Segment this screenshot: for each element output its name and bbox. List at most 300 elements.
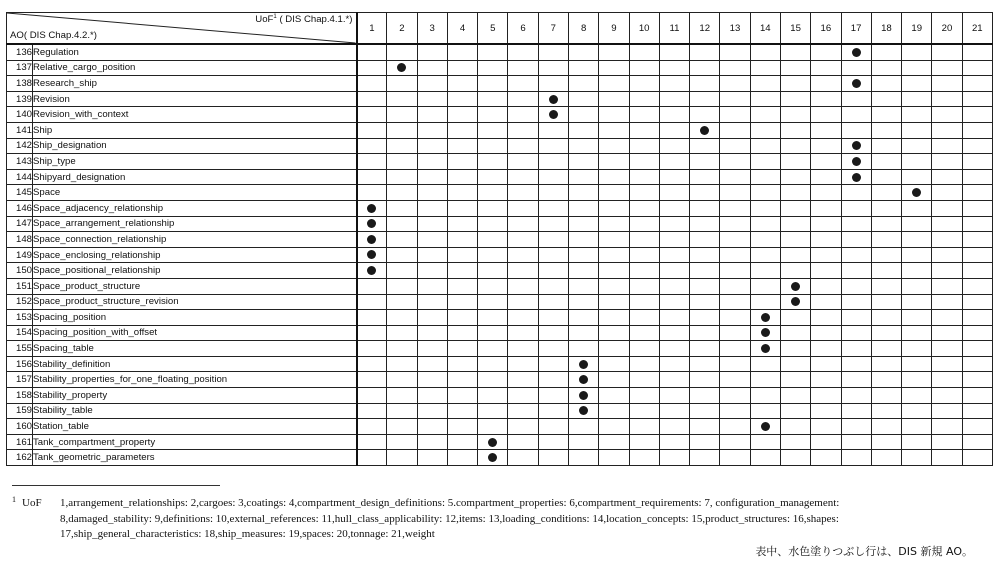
matrix-cell bbox=[811, 91, 841, 107]
matrix-cell bbox=[538, 185, 568, 201]
ao-name: Ship_designation bbox=[33, 138, 357, 154]
matrix-cell bbox=[902, 60, 932, 76]
matrix-cell bbox=[962, 434, 992, 450]
matrix-cell bbox=[387, 138, 417, 154]
table-row bbox=[7, 122, 993, 138]
matrix-cell bbox=[932, 154, 962, 170]
matrix-cell bbox=[417, 60, 447, 76]
matrix-cell bbox=[387, 154, 417, 170]
matrix-cell bbox=[780, 44, 810, 60]
matrix-cell bbox=[478, 185, 508, 201]
matrix-cell bbox=[962, 60, 992, 76]
matrix-cell bbox=[932, 169, 962, 185]
matrix-cell bbox=[962, 294, 992, 310]
matrix-cell bbox=[780, 91, 810, 107]
membership-dot bbox=[367, 204, 376, 213]
matrix-cell bbox=[690, 341, 720, 357]
matrix-cell bbox=[811, 450, 841, 466]
matrix-body bbox=[7, 44, 993, 466]
ao-number: 153 bbox=[7, 310, 33, 326]
matrix-cell bbox=[871, 247, 901, 263]
matrix-cell bbox=[811, 44, 841, 60]
matrix-cell bbox=[780, 341, 810, 357]
matrix-cell bbox=[478, 122, 508, 138]
ao-name: Relative_cargo_position bbox=[33, 60, 357, 76]
matrix-cell bbox=[599, 138, 629, 154]
matrix-cell bbox=[962, 107, 992, 123]
matrix-cell bbox=[811, 356, 841, 372]
table-row bbox=[7, 60, 993, 76]
matrix-cell bbox=[750, 91, 780, 107]
matrix-cell bbox=[841, 434, 871, 450]
matrix-cell bbox=[447, 169, 477, 185]
matrix-cell bbox=[568, 122, 598, 138]
matrix-cell bbox=[538, 325, 568, 341]
matrix-cell bbox=[962, 138, 992, 154]
matrix-cell bbox=[508, 154, 538, 170]
matrix-cell bbox=[417, 294, 447, 310]
matrix-cell bbox=[871, 76, 901, 92]
matrix-cell bbox=[750, 247, 780, 263]
ao-name: Ship bbox=[33, 122, 357, 138]
matrix-cell bbox=[357, 169, 387, 185]
uof-column-header: 16 bbox=[811, 13, 841, 45]
matrix-cell bbox=[902, 200, 932, 216]
matrix-cell bbox=[387, 341, 417, 357]
table-row bbox=[7, 247, 993, 263]
table-row bbox=[7, 310, 993, 326]
ao-number: 140 bbox=[7, 107, 33, 123]
uof-column-header: 10 bbox=[629, 13, 659, 45]
matrix-cell bbox=[659, 60, 689, 76]
matrix-cell bbox=[780, 388, 810, 404]
matrix-cell bbox=[750, 122, 780, 138]
matrix-cell bbox=[478, 356, 508, 372]
matrix-cell bbox=[387, 185, 417, 201]
matrix-cell bbox=[417, 154, 447, 170]
matrix-cell bbox=[478, 419, 508, 435]
matrix-cell bbox=[932, 138, 962, 154]
ao-number: 159 bbox=[7, 403, 33, 419]
matrix-cell bbox=[902, 107, 932, 123]
matrix-cell bbox=[447, 341, 477, 357]
matrix-cell bbox=[811, 185, 841, 201]
ao-name: Station_table bbox=[33, 419, 357, 435]
matrix-cell bbox=[447, 388, 477, 404]
footnote-line: 17,ship_general_characteristics: 18,ship_measures: 19,spaces: 20,tonnage: 21,weight bbox=[60, 528, 435, 540]
matrix-cell bbox=[841, 372, 871, 388]
matrix-cell bbox=[417, 419, 447, 435]
matrix-cell bbox=[659, 169, 689, 185]
matrix-cell bbox=[720, 138, 750, 154]
matrix-cell bbox=[811, 341, 841, 357]
matrix-cell bbox=[599, 310, 629, 326]
matrix-cell bbox=[447, 200, 477, 216]
matrix-cell bbox=[841, 216, 871, 232]
matrix-cell bbox=[720, 310, 750, 326]
membership-dot bbox=[761, 313, 770, 322]
uof-column-header: 12 bbox=[690, 13, 720, 45]
matrix-cell bbox=[750, 169, 780, 185]
matrix-cell bbox=[629, 107, 659, 123]
matrix-cell bbox=[387, 372, 417, 388]
corner-header-cell bbox=[7, 13, 357, 45]
japanese-note: 表中、水色塗りつぶし行は、DIS 新規 AO。 bbox=[755, 545, 973, 558]
matrix-cell bbox=[902, 310, 932, 326]
matrix-cell bbox=[538, 450, 568, 466]
matrix-cell bbox=[932, 107, 962, 123]
matrix-cell bbox=[690, 60, 720, 76]
matrix-cell bbox=[447, 450, 477, 466]
matrix-cell bbox=[447, 122, 477, 138]
matrix-cell bbox=[841, 388, 871, 404]
membership-dot bbox=[579, 391, 588, 400]
matrix-cell bbox=[750, 154, 780, 170]
matrix-cell bbox=[417, 310, 447, 326]
matrix-cell bbox=[508, 310, 538, 326]
matrix-cell bbox=[629, 325, 659, 341]
matrix-cell bbox=[447, 325, 477, 341]
uof-column-header: 5 bbox=[478, 13, 508, 45]
matrix-cell bbox=[780, 154, 810, 170]
ao-name: Research_ship bbox=[33, 76, 357, 92]
matrix-cell bbox=[811, 434, 841, 450]
matrix-cell bbox=[508, 278, 538, 294]
matrix-cell bbox=[478, 107, 508, 123]
ao-name: Regulation bbox=[33, 44, 357, 60]
matrix-cell bbox=[841, 341, 871, 357]
membership-dot bbox=[761, 422, 770, 431]
matrix-cell bbox=[538, 76, 568, 92]
matrix-cell bbox=[508, 434, 538, 450]
matrix-cell bbox=[659, 185, 689, 201]
matrix-cell bbox=[478, 372, 508, 388]
uof-column-header: 11 bbox=[659, 13, 689, 45]
matrix-cell bbox=[871, 91, 901, 107]
matrix-cell bbox=[599, 341, 629, 357]
matrix-cell bbox=[871, 325, 901, 341]
matrix-cell bbox=[690, 107, 720, 123]
matrix-cell bbox=[538, 388, 568, 404]
matrix-cell bbox=[599, 44, 629, 60]
matrix-cell bbox=[690, 310, 720, 326]
matrix-cell bbox=[447, 232, 477, 248]
matrix-cell bbox=[720, 341, 750, 357]
matrix-cell bbox=[750, 60, 780, 76]
matrix-cell bbox=[538, 294, 568, 310]
matrix-cell bbox=[750, 278, 780, 294]
matrix-cell bbox=[387, 450, 417, 466]
matrix-cell bbox=[871, 216, 901, 232]
ao-uof-matrix-table bbox=[6, 12, 993, 466]
matrix-cell bbox=[750, 76, 780, 92]
ao-number: 139 bbox=[7, 91, 33, 107]
matrix-cell bbox=[447, 76, 477, 92]
table-row bbox=[7, 76, 993, 92]
matrix-cell bbox=[902, 154, 932, 170]
matrix-cell bbox=[508, 169, 538, 185]
matrix-cell bbox=[629, 91, 659, 107]
matrix-cell bbox=[659, 278, 689, 294]
matrix-cell bbox=[478, 44, 508, 60]
matrix-cell bbox=[750, 450, 780, 466]
uof-header-label: UoF$^1$ ( DIS Chap.4.1.*) bbox=[255, 14, 353, 26]
matrix-cell bbox=[387, 325, 417, 341]
matrix-cell bbox=[841, 122, 871, 138]
matrix-cell bbox=[871, 372, 901, 388]
matrix-cell bbox=[780, 325, 810, 341]
matrix-cell bbox=[417, 278, 447, 294]
matrix-cell bbox=[962, 185, 992, 201]
ao-number: 150 bbox=[7, 263, 33, 279]
matrix-cell bbox=[508, 232, 538, 248]
matrix-cell bbox=[932, 91, 962, 107]
ao-number: 151 bbox=[7, 278, 33, 294]
matrix-cell bbox=[629, 200, 659, 216]
matrix-cell bbox=[599, 263, 629, 279]
matrix-cell bbox=[478, 91, 508, 107]
matrix-cell bbox=[962, 419, 992, 435]
matrix-cell bbox=[387, 247, 417, 263]
matrix-cell bbox=[690, 154, 720, 170]
table-row bbox=[7, 138, 993, 154]
membership-dot bbox=[367, 266, 376, 275]
matrix-cell bbox=[841, 403, 871, 419]
matrix-cell bbox=[629, 294, 659, 310]
matrix-cell bbox=[720, 76, 750, 92]
membership-dot bbox=[579, 406, 588, 415]
table-row bbox=[7, 169, 993, 185]
matrix-cell bbox=[690, 356, 720, 372]
ao-number: 162 bbox=[7, 450, 33, 466]
matrix-cell bbox=[599, 247, 629, 263]
matrix-cell bbox=[780, 216, 810, 232]
ao-name: Space_positional_relationship bbox=[33, 263, 357, 279]
ao-name: Stability_definition bbox=[33, 356, 357, 372]
membership-dot bbox=[579, 375, 588, 384]
ao-name: Stability_table bbox=[33, 403, 357, 419]
matrix-cell bbox=[447, 44, 477, 60]
matrix-cell bbox=[357, 278, 387, 294]
ao-name: Spacing_position_with_offset bbox=[33, 325, 357, 341]
matrix-cell bbox=[932, 278, 962, 294]
matrix-cell bbox=[841, 169, 871, 185]
matrix-cell bbox=[902, 169, 932, 185]
matrix-cell bbox=[357, 403, 387, 419]
matrix-cell bbox=[720, 200, 750, 216]
matrix-cell bbox=[629, 278, 659, 294]
matrix-cell bbox=[447, 247, 477, 263]
matrix-cell bbox=[629, 372, 659, 388]
matrix-cell bbox=[902, 263, 932, 279]
matrix-cell bbox=[478, 294, 508, 310]
matrix-cell bbox=[841, 310, 871, 326]
matrix-cell bbox=[871, 44, 901, 60]
matrix-cell bbox=[508, 263, 538, 279]
matrix-cell bbox=[780, 419, 810, 435]
matrix-cell bbox=[902, 232, 932, 248]
matrix-cell bbox=[447, 60, 477, 76]
matrix-cell bbox=[811, 278, 841, 294]
matrix-cell bbox=[508, 247, 538, 263]
matrix-cell bbox=[387, 403, 417, 419]
matrix-cell bbox=[659, 341, 689, 357]
ao-name: Spacing_table bbox=[33, 341, 357, 357]
matrix-cell bbox=[387, 294, 417, 310]
matrix-cell bbox=[780, 263, 810, 279]
matrix-cell bbox=[750, 294, 780, 310]
matrix-cell bbox=[720, 107, 750, 123]
matrix-cell bbox=[538, 278, 568, 294]
matrix-cell bbox=[568, 434, 598, 450]
matrix-cell bbox=[568, 325, 598, 341]
matrix-cell bbox=[720, 232, 750, 248]
matrix-cell bbox=[780, 310, 810, 326]
matrix-cell bbox=[568, 185, 598, 201]
matrix-cell bbox=[780, 434, 810, 450]
matrix-cell bbox=[387, 44, 417, 60]
matrix-cell bbox=[599, 76, 629, 92]
matrix-cell bbox=[690, 91, 720, 107]
matrix-cell bbox=[659, 294, 689, 310]
matrix-cell bbox=[811, 107, 841, 123]
matrix-cell bbox=[932, 341, 962, 357]
matrix-cell bbox=[629, 419, 659, 435]
matrix-cell bbox=[750, 107, 780, 123]
matrix-cell bbox=[508, 138, 538, 154]
matrix-cell bbox=[357, 60, 387, 76]
matrix-cell bbox=[508, 60, 538, 76]
matrix-cell bbox=[447, 138, 477, 154]
matrix-cell bbox=[902, 388, 932, 404]
matrix-cell bbox=[902, 278, 932, 294]
matrix-cell bbox=[629, 185, 659, 201]
matrix-cell bbox=[417, 200, 447, 216]
footnote-divider bbox=[12, 485, 220, 486]
matrix-cell bbox=[538, 403, 568, 419]
matrix-cell bbox=[811, 154, 841, 170]
matrix-cell bbox=[508, 325, 538, 341]
matrix-cell bbox=[902, 434, 932, 450]
matrix-cell bbox=[811, 122, 841, 138]
matrix-cell bbox=[932, 60, 962, 76]
matrix-cell bbox=[568, 91, 598, 107]
matrix-cell bbox=[357, 232, 387, 248]
table-row bbox=[7, 200, 993, 216]
matrix-cell bbox=[932, 44, 962, 60]
matrix-cell bbox=[750, 200, 780, 216]
table-row bbox=[7, 325, 993, 341]
matrix-cell bbox=[811, 60, 841, 76]
membership-dot bbox=[488, 438, 497, 447]
matrix-cell bbox=[962, 278, 992, 294]
matrix-cell bbox=[538, 122, 568, 138]
matrix-cell bbox=[871, 154, 901, 170]
matrix-cell bbox=[932, 122, 962, 138]
matrix-cell bbox=[357, 91, 387, 107]
matrix-cell bbox=[962, 450, 992, 466]
matrix-cell bbox=[902, 419, 932, 435]
matrix-cell bbox=[629, 247, 659, 263]
matrix-cell bbox=[659, 107, 689, 123]
matrix-cell bbox=[811, 232, 841, 248]
matrix-cell bbox=[538, 372, 568, 388]
matrix-cell bbox=[690, 232, 720, 248]
matrix-cell bbox=[720, 154, 750, 170]
matrix-cell bbox=[568, 388, 598, 404]
matrix-cell bbox=[659, 356, 689, 372]
ao-name: Space_arrangement_relationship bbox=[33, 216, 357, 232]
ao-header-label: AO( DIS Chap.4.2.*) bbox=[10, 30, 97, 41]
matrix-cell bbox=[750, 341, 780, 357]
footnote-label: UoF bbox=[22, 497, 42, 509]
uof-column-header: 13 bbox=[720, 13, 750, 45]
matrix-cell bbox=[568, 169, 598, 185]
matrix-cell bbox=[508, 200, 538, 216]
matrix-cell bbox=[750, 356, 780, 372]
matrix-cell bbox=[780, 138, 810, 154]
matrix-cell bbox=[871, 107, 901, 123]
matrix-cell bbox=[871, 232, 901, 248]
matrix-cell bbox=[720, 185, 750, 201]
membership-dot bbox=[852, 157, 861, 166]
matrix-cell bbox=[841, 450, 871, 466]
matrix-cell bbox=[841, 356, 871, 372]
table-row bbox=[7, 294, 993, 310]
membership-dot bbox=[488, 453, 497, 462]
matrix-cell bbox=[780, 403, 810, 419]
matrix-cell bbox=[478, 200, 508, 216]
matrix-cell bbox=[962, 356, 992, 372]
matrix-cell bbox=[841, 232, 871, 248]
matrix-cell bbox=[720, 263, 750, 279]
matrix-cell bbox=[962, 122, 992, 138]
matrix-cell bbox=[478, 247, 508, 263]
matrix-cell bbox=[690, 216, 720, 232]
matrix-cell bbox=[811, 76, 841, 92]
matrix-cell bbox=[720, 403, 750, 419]
membership-dot bbox=[397, 63, 406, 72]
matrix-cell bbox=[962, 388, 992, 404]
matrix-cell bbox=[538, 356, 568, 372]
matrix-cell bbox=[478, 169, 508, 185]
matrix-cell bbox=[780, 185, 810, 201]
matrix-cell bbox=[902, 325, 932, 341]
matrix-cell bbox=[962, 263, 992, 279]
matrix-cell bbox=[568, 294, 598, 310]
table-row bbox=[7, 450, 993, 466]
matrix-cell bbox=[902, 76, 932, 92]
matrix-cell bbox=[841, 91, 871, 107]
ao-name: Spacing_position bbox=[33, 310, 357, 326]
matrix-cell bbox=[841, 247, 871, 263]
matrix-cell bbox=[447, 372, 477, 388]
matrix-cell bbox=[357, 325, 387, 341]
matrix-cell bbox=[841, 76, 871, 92]
matrix-cell bbox=[568, 341, 598, 357]
matrix-cell bbox=[780, 60, 810, 76]
matrix-cell bbox=[932, 434, 962, 450]
ao-name: Tank_geometric_parameters bbox=[33, 450, 357, 466]
matrix-cell bbox=[568, 419, 598, 435]
matrix-cell bbox=[357, 341, 387, 357]
footnote-mark: 1 bbox=[12, 495, 16, 504]
ao-number: 146 bbox=[7, 200, 33, 216]
footnote-text bbox=[60, 496, 988, 543]
matrix-cell bbox=[659, 403, 689, 419]
matrix-cell bbox=[720, 356, 750, 372]
matrix-cell bbox=[538, 419, 568, 435]
